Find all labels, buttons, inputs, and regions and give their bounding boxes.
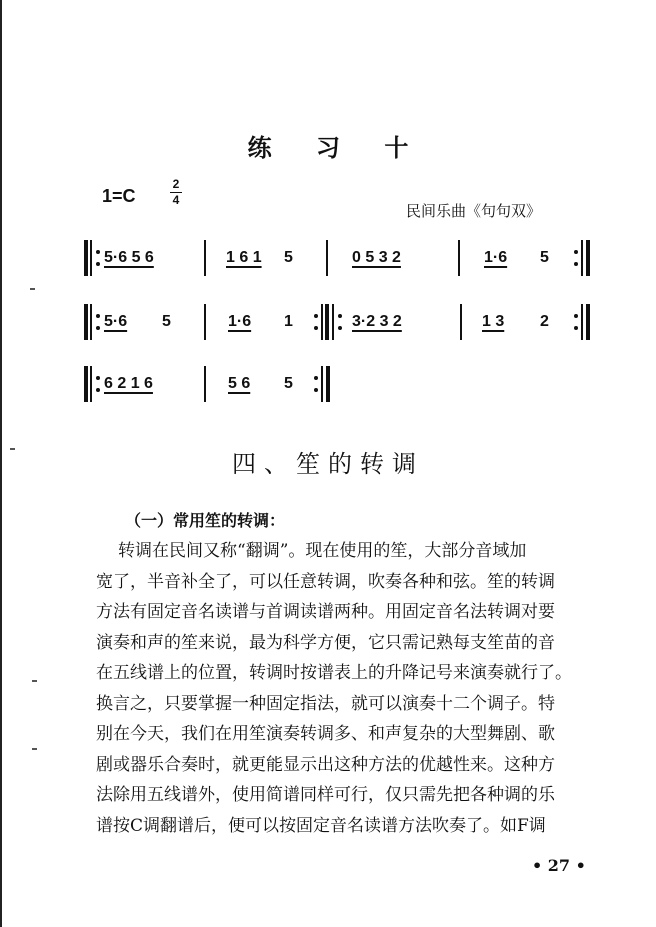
repeat-end-bar: [586, 304, 590, 340]
score-note: 1 6 1: [226, 249, 262, 266]
scan-speck: [32, 748, 37, 750]
repeat-end-bar: [586, 240, 590, 276]
repeat-end-bar: [326, 366, 330, 402]
page-number: • 27 •: [532, 856, 586, 875]
repeat-dots: [96, 366, 100, 402]
score-note: 2: [540, 313, 549, 330]
score-note: 1 3: [482, 313, 505, 330]
body-paragraph: [96, 536, 610, 841]
bar-line: [204, 366, 206, 402]
repeat-start-bar: [84, 366, 88, 402]
score-note: 5: [284, 375, 293, 392]
score-note: 5: [540, 249, 549, 266]
time-signature-top: 2: [172, 177, 180, 191]
repeat-dots: [574, 304, 578, 340]
repeat-dots: [96, 240, 100, 276]
exercise-title: 练 习 十: [247, 133, 427, 162]
paragraph-line: 谱按C调翻谱后，便可以按固定音名读谱方法吹奏了。如F调: [96, 815, 546, 836]
scan-speck: [32, 680, 37, 682]
score-note: 5·6 5 6: [104, 249, 154, 266]
repeat-dots: [314, 304, 318, 340]
score-note: 5: [162, 313, 171, 330]
subsection-heading: （一）常用笙的转调：: [125, 511, 286, 530]
time-signature-bottom: 4: [172, 193, 180, 207]
score-note: 1·6: [484, 249, 508, 266]
repeat-dots: [96, 304, 100, 340]
score-note: 0 5 3 2: [352, 249, 401, 266]
score-note: 5 6: [228, 375, 251, 392]
repeat-dots: [574, 240, 578, 276]
bar-line: [204, 240, 206, 276]
paragraph-line: 演奏和声的笙来说，最为科学方便，它只需记熟每支笙苗的音: [96, 632, 555, 653]
bar-line: [326, 240, 328, 276]
repeat-dots: [314, 366, 318, 402]
bar-line: [460, 304, 462, 340]
scan-speck: [10, 448, 15, 450]
paragraph-line: 法除用五线谱外，使用简谱同样可行，仅只需先把各种调的乐: [96, 785, 555, 805]
paragraph-line: 转调在民间又称“翻调”。现在使用的笙，大部分音域加: [118, 541, 527, 561]
score-note: 5·6: [104, 313, 128, 330]
scan-speck: [30, 288, 35, 290]
paragraph-line: 剧或器乐合奏时，就更能显示出这种方法的优越性来。这种方: [96, 754, 555, 775]
score-note: 3·2 3 2: [352, 313, 402, 330]
paragraph-line: 方法有固定音名读谱与首调读谱两种。用固定音名法转调对要: [96, 602, 555, 622]
time-signature: [170, 178, 182, 207]
bar-line: [458, 240, 460, 276]
paragraph-line: 宽了，半音补全了，可以任意转调，吹奏各种和弦。笙的转调: [96, 571, 555, 592]
music-source: 民间乐曲《句句双》: [406, 202, 542, 220]
score-note: 1: [284, 313, 293, 330]
score-note: 6 2 1 6: [104, 375, 153, 392]
repeat-start-bar: [84, 304, 88, 340]
score-note: 5: [284, 249, 293, 266]
section-title: 四、笙的转调: [232, 450, 424, 478]
paragraph-line: 换言之，只要掌握一种固定指法，就可以演奏十二个调子。特: [96, 693, 555, 714]
bar-line: [204, 304, 206, 340]
repeat-mid-bar: [325, 304, 329, 340]
paragraph-line: 别在今天，我们在用笙演奏转调多、和声复杂的大型舞剧、歌: [96, 724, 555, 744]
key-signature: 1=C: [102, 186, 136, 206]
paragraph-line: 在五线谱上的位置，转调时按谱表上的升降记号来演奏就行了。: [96, 663, 572, 683]
repeat-start-bar: [84, 240, 88, 276]
score-note: 1·6: [228, 313, 252, 330]
repeat-dots: [338, 304, 342, 340]
